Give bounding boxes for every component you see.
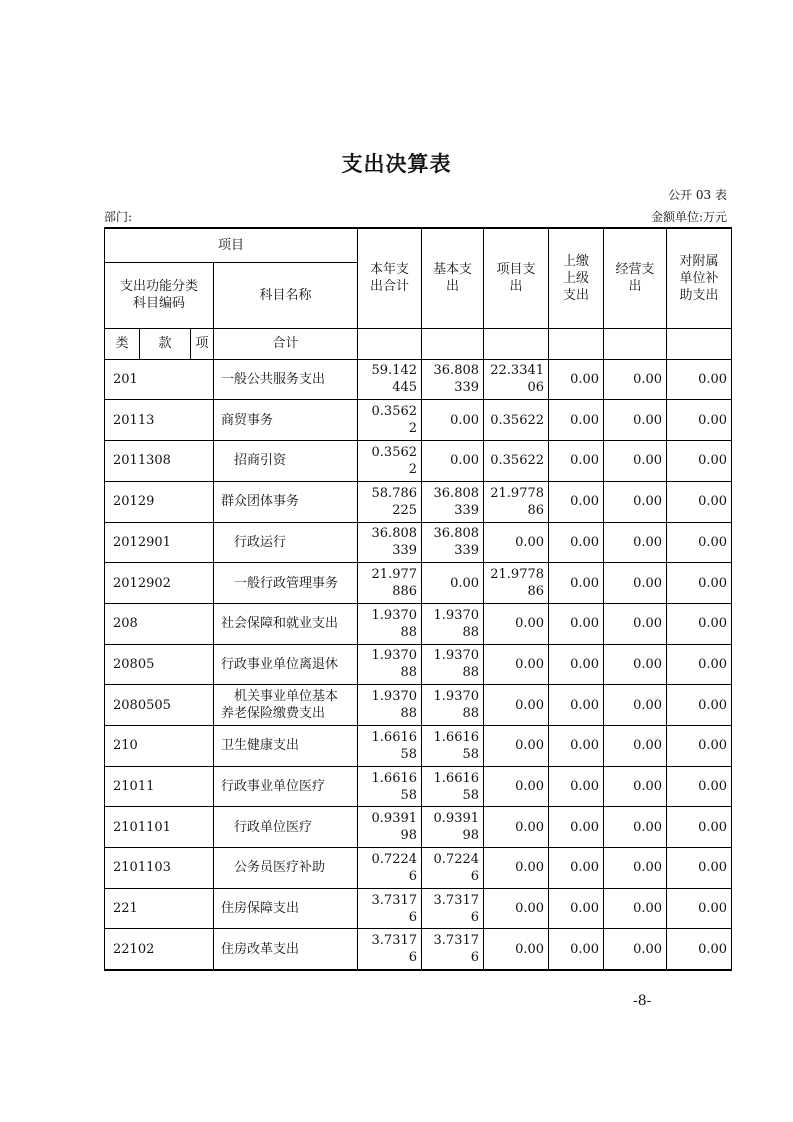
table-row — [105, 888, 732, 929]
row-subsidy: 0.00 — [667, 726, 732, 767]
row-project: 21.9778 86 — [484, 481, 549, 522]
header-col-operating: 经营支 出 — [604, 228, 667, 328]
row-subject-name: 一般公共服务支出 — [214, 359, 358, 400]
row-total: 58.786 225 — [358, 481, 422, 522]
row-subject-name: 社会保障和就业支出 — [214, 603, 358, 644]
row-total: 1.9370 88 — [358, 685, 422, 726]
row-basic: 0.9391 98 — [422, 807, 484, 848]
row-code: 208 — [105, 603, 214, 644]
header-lei: 类 — [105, 328, 140, 359]
department-label: 部门: — [104, 210, 133, 224]
row-operating: 0.00 — [604, 726, 667, 767]
header-col-subsidy: 对附属 单位补 助支出 — [667, 228, 732, 328]
row-operating: 0.00 — [604, 481, 667, 522]
header-col-upper: 上缴 上级 支出 — [549, 228, 604, 328]
row-upper: 0.00 — [549, 603, 604, 644]
row-operating: 0.00 — [604, 929, 667, 970]
row-operating: 0.00 — [604, 603, 667, 644]
row-basic: 0.00 — [422, 563, 484, 604]
row-code: 2080505 — [105, 685, 214, 726]
row-operating: 0.00 — [604, 685, 667, 726]
row-subject-name: 住房改革支出 — [214, 929, 358, 970]
table-row — [105, 481, 732, 522]
page-title: 支出决算表 — [341, 151, 452, 176]
row-code: 2101103 — [105, 848, 214, 889]
row-project: 0.00 — [484, 929, 549, 970]
table-row — [105, 644, 732, 685]
header-func-code: 支出功能分类 科目编码 — [105, 262, 214, 328]
row-basic: 3.7317 6 — [422, 929, 484, 970]
row-subsidy: 0.00 — [667, 807, 732, 848]
row-operating: 0.00 — [604, 359, 667, 400]
row-basic: 0.00 — [422, 440, 484, 481]
table-row — [105, 929, 732, 970]
row-total: 0.3562 2 — [358, 440, 422, 481]
row-project: 0.00 — [484, 522, 549, 563]
row-operating: 0.00 — [604, 644, 667, 685]
row-code: 20113 — [105, 400, 214, 441]
row-total: 36.808 339 — [358, 522, 422, 563]
row-basic: 1.9370 88 — [422, 603, 484, 644]
row-subject-name: 一般行政管理事务 — [214, 563, 358, 604]
row-project: 0.00 — [484, 807, 549, 848]
row-subject-name: 行政运行 — [214, 522, 358, 563]
row-total: 59.142 445 — [358, 359, 422, 400]
row-project: 0.00 — [484, 888, 549, 929]
row-subject-name: 住房保障支出 — [214, 888, 358, 929]
table-row — [105, 726, 732, 767]
row-project: 0.35622 — [484, 440, 549, 481]
row-upper: 0.00 — [549, 481, 604, 522]
row-operating: 0.00 — [604, 440, 667, 481]
amount-unit-label: 金额单位:万元 — [650, 210, 727, 224]
row-code: 22102 — [105, 929, 214, 970]
row-upper: 0.00 — [549, 522, 604, 563]
row-subject-name: 卫生健康支出 — [214, 726, 358, 767]
row-subsidy: 0.00 — [667, 685, 732, 726]
row-total: 1.9370 88 — [358, 644, 422, 685]
header-kuan: 款 — [140, 328, 191, 359]
row-subject-name: 行政事业单位离退休 — [214, 644, 358, 685]
row-subsidy: 0.00 — [667, 563, 732, 604]
row-code: 2012901 — [105, 522, 214, 563]
row-subject-name: 行政单位医疗 — [214, 807, 358, 848]
row-subsidy: 0.00 — [667, 929, 732, 970]
row-subject-name: 招商引资 — [214, 440, 358, 481]
row-project: 0.00 — [484, 603, 549, 644]
row-upper: 0.00 — [549, 563, 604, 604]
row-operating: 0.00 — [604, 400, 667, 441]
row-subsidy: 0.00 — [667, 888, 732, 929]
row-operating: 0.00 — [604, 766, 667, 807]
row-subsidy: 0.00 — [667, 359, 732, 400]
row-basic: 36.808 339 — [422, 359, 484, 400]
row-operating: 0.00 — [604, 522, 667, 563]
header-col-project: 项目支 出 — [484, 228, 549, 328]
row-project: 0.00 — [484, 848, 549, 889]
table-body — [105, 359, 732, 970]
row-subject-name: 商贸事务 — [214, 400, 358, 441]
header-col-basic: 基本支 出 — [422, 228, 484, 328]
row-operating: 0.00 — [604, 888, 667, 929]
table-row — [105, 400, 732, 441]
row-code: 2012902 — [105, 563, 214, 604]
row-subsidy: 0.00 — [667, 481, 732, 522]
row-upper: 0.00 — [549, 807, 604, 848]
row-basic: 1.9370 88 — [422, 644, 484, 685]
row-basic: 36.808 339 — [422, 481, 484, 522]
header-total: 合计 — [214, 328, 358, 359]
row-upper: 0.00 — [549, 888, 604, 929]
row-project: 0.35622 — [484, 400, 549, 441]
row-upper: 0.00 — [549, 644, 604, 685]
table-row — [105, 603, 732, 644]
row-upper: 0.00 — [549, 685, 604, 726]
row-subsidy: 0.00 — [667, 848, 732, 889]
row-project: 0.00 — [484, 766, 549, 807]
row-subject-name: 行政事业单位医疗 — [214, 766, 358, 807]
row-project: 22.3341 06 — [484, 359, 549, 400]
row-total: 3.7317 6 — [358, 929, 422, 970]
row-code: 210 — [105, 726, 214, 767]
row-code: 20129 — [105, 481, 214, 522]
header-project: 项目 — [105, 228, 358, 262]
row-upper: 0.00 — [549, 359, 604, 400]
row-total: 0.7224 6 — [358, 848, 422, 889]
row-code: 21011 — [105, 766, 214, 807]
row-project: 0.00 — [484, 685, 549, 726]
header-col-total: 本年支 出合计 — [358, 228, 422, 328]
row-basic: 3.7317 6 — [422, 888, 484, 929]
row-total: 1.9370 88 — [358, 603, 422, 644]
row-project: 0.00 — [484, 726, 549, 767]
row-subject-name: 群众团体事务 — [214, 481, 358, 522]
row-operating: 0.00 — [604, 563, 667, 604]
row-operating: 0.00 — [604, 807, 667, 848]
row-basic: 36.808 339 — [422, 522, 484, 563]
row-project: 0.00 — [484, 644, 549, 685]
row-total: 1.6616 58 — [358, 766, 422, 807]
expenditure-table — [104, 227, 732, 971]
table-row — [105, 848, 732, 889]
row-basic: 1.6616 58 — [422, 766, 484, 807]
row-subsidy: 0.00 — [667, 440, 732, 481]
row-subsidy: 0.00 — [667, 400, 732, 441]
row-total: 1.6616 58 — [358, 726, 422, 767]
row-basic: 1.6616 58 — [422, 726, 484, 767]
row-code: 20805 — [105, 644, 214, 685]
table-row — [105, 685, 732, 726]
table-row — [105, 440, 732, 481]
table-row — [105, 807, 732, 848]
header-subject-name: 科目名称 — [214, 262, 358, 328]
row-upper: 0.00 — [549, 726, 604, 767]
row-total: 21.977 886 — [358, 563, 422, 604]
row-total: 0.9391 98 — [358, 807, 422, 848]
row-basic: 0.7224 6 — [422, 848, 484, 889]
table-row — [105, 766, 732, 807]
row-operating: 0.00 — [604, 848, 667, 889]
table-row — [105, 359, 732, 400]
page-number: -8- — [633, 993, 652, 1009]
row-upper: 0.00 — [549, 766, 604, 807]
row-total: 0.3562 2 — [358, 400, 422, 441]
row-subsidy: 0.00 — [667, 644, 732, 685]
row-upper: 0.00 — [549, 929, 604, 970]
row-code: 201 — [105, 359, 214, 400]
row-subsidy: 0.00 — [667, 766, 732, 807]
row-project: 21.9778 86 — [484, 563, 549, 604]
row-subsidy: 0.00 — [667, 522, 732, 563]
row-total: 3.7317 6 — [358, 888, 422, 929]
row-subject-name: 机关事业单位基本 养老保险缴费支出 — [214, 685, 358, 726]
row-upper: 0.00 — [549, 400, 604, 441]
header-xiang: 项 — [191, 328, 214, 359]
table-row — [105, 522, 732, 563]
table-row — [105, 563, 732, 604]
row-code: 221 — [105, 888, 214, 929]
row-upper: 0.00 — [549, 848, 604, 889]
row-subject-name: 公务员医疗补助 — [214, 848, 358, 889]
form-number: 公开 03 表 — [668, 188, 727, 202]
row-upper: 0.00 — [549, 440, 604, 481]
row-basic: 0.00 — [422, 400, 484, 441]
row-subsidy: 0.00 — [667, 603, 732, 644]
row-code: 2011308 — [105, 440, 214, 481]
row-basic: 1.9370 88 — [422, 685, 484, 726]
row-code: 2101101 — [105, 807, 214, 848]
